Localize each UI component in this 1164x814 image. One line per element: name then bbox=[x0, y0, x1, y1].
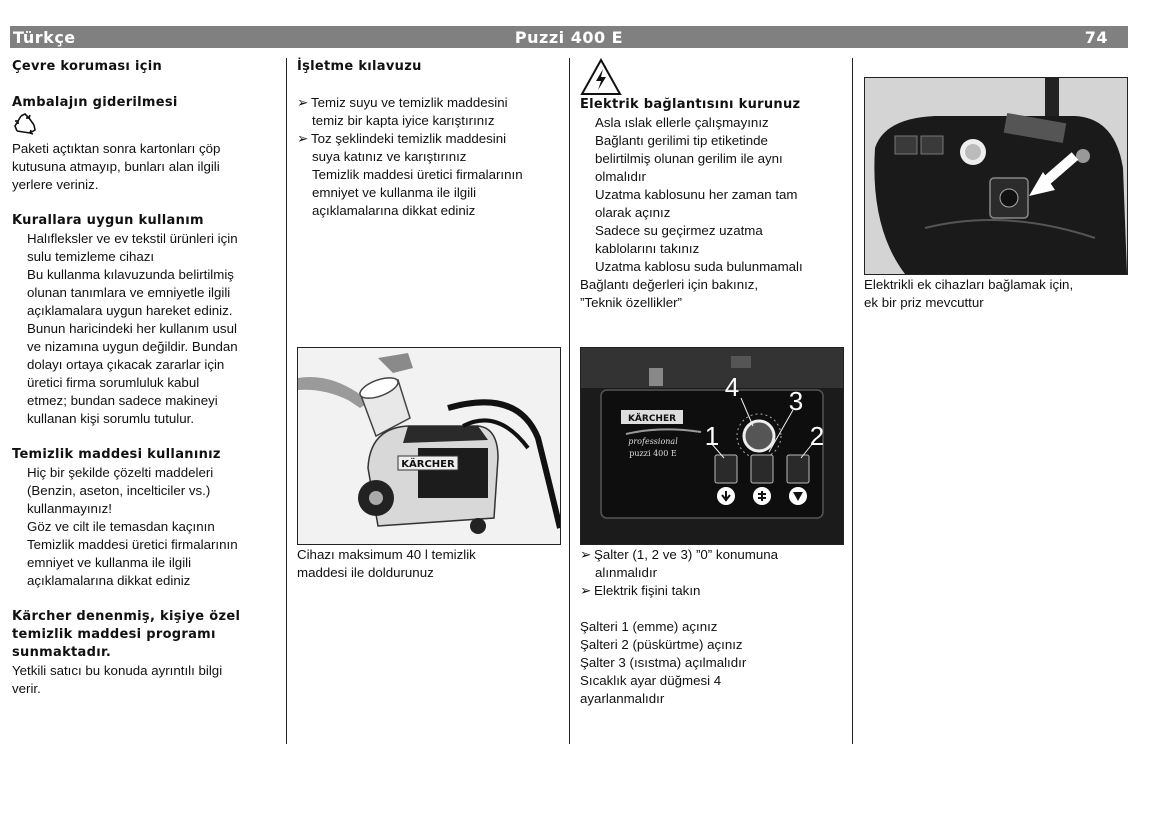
detergent-text-line: açıklamalarına dikkat ediniz bbox=[27, 573, 191, 588]
detergent-text-line: (Benzin, aseton, incelticiler vs.) bbox=[27, 483, 211, 498]
instruction-bullet: ➢ Elektrik fişini takın bbox=[580, 583, 701, 598]
detergent-text-line: emniyet ve kullanma ile ilgili bbox=[27, 555, 192, 570]
detergent-heading: Temizlik maddesi kullanınız bbox=[12, 447, 221, 462]
socket-caption bbox=[864, 276, 1130, 312]
instruction-line: suya katınız ve karıştırınız bbox=[312, 149, 467, 164]
fill-machine-photo bbox=[297, 347, 561, 545]
panel-brand-label: KÄRCHER bbox=[627, 414, 677, 424]
program-heading-line: sunmaktadır. bbox=[12, 645, 112, 660]
reference-line: Bağlantı değerleri için bakınız, bbox=[580, 277, 759, 292]
program-heading-line: temizlik maddesi programı bbox=[12, 627, 216, 642]
electric-line: Bağlantı gerilimi tip etiketinde bbox=[595, 133, 768, 148]
step-line: Sıcaklık ayar düğmesi 4 bbox=[580, 673, 722, 688]
recycle-icon bbox=[12, 112, 280, 140]
program-text-line: Yetkili satıcı bu konuda ayrıntılı bilgi bbox=[12, 663, 223, 678]
step-line: Şalteri 1 (emme) açınız bbox=[580, 619, 718, 634]
operation-heading: İşletme kılavuzu bbox=[297, 59, 422, 74]
instruction-line: temiz bir kapta iyice karıştırınız bbox=[312, 113, 495, 128]
program-text-line: verir. bbox=[12, 681, 41, 696]
switch-2-label: 2 bbox=[809, 421, 825, 451]
control-panel-photo bbox=[580, 347, 844, 545]
instruction-bullet: ➢ Şalter (1, 2 ve 3) ”0” konumuna bbox=[580, 547, 779, 562]
caption-line: Cihazı maksimum 40 l temizlik bbox=[297, 547, 476, 562]
packaging-text-line: kutusuna atmayıp, bunları alan ilgili bbox=[12, 159, 220, 174]
detergent-text-line: Göz ve cilt ile temasdan kaçının bbox=[27, 519, 215, 534]
caption-line: maddesi ile doldurunuz bbox=[297, 565, 434, 580]
detergent-text-line: Hiç bir şekilde çözelti maddeleri bbox=[27, 465, 214, 480]
bullet-arrow-icon: ➢ bbox=[297, 95, 309, 110]
usage-text-line: olunan tanımlara ve emniyetle ilgili bbox=[27, 285, 231, 300]
page-number: 74 bbox=[1084, 28, 1108, 47]
caption-line: ek bir priz mevcuttur bbox=[864, 295, 984, 310]
env-heading: Çevre koruması için bbox=[12, 59, 163, 74]
switch-1-label: 1 bbox=[704, 421, 720, 451]
electric-line: Asla ıslak ellerle çalışmayınız bbox=[595, 115, 769, 130]
usage-text-line: Halıfleksler ve ev tekstil ürünleri için bbox=[27, 231, 238, 246]
bullet-arrow-icon: ➢ bbox=[580, 583, 592, 598]
step-line: ayarlanmalıdır bbox=[580, 691, 665, 706]
fill-caption bbox=[297, 546, 563, 582]
note-line: emniyet ve kullanma ile ilgili bbox=[312, 185, 477, 200]
usage-text-line: açıklamalara uygun hareket ediniz. bbox=[27, 303, 233, 318]
usage-text-line: sulu temizleme cihazı bbox=[27, 249, 155, 264]
panel-instructions bbox=[580, 546, 846, 708]
detergent-text-line: kullanmayınız! bbox=[27, 501, 112, 516]
electric-line: olarak açınız bbox=[595, 205, 671, 220]
usage-text-line: ve nizamına uygun değildir. Bundan bbox=[27, 339, 238, 354]
language-label: Türkçe bbox=[13, 28, 76, 47]
bullet-arrow-icon: ➢ bbox=[580, 547, 592, 562]
usage-text-line: kullanan kişi sorumlu tutulur. bbox=[27, 411, 195, 426]
column-divider bbox=[852, 58, 853, 744]
packaging-heading: Ambalajın giderilmesi bbox=[12, 95, 178, 110]
manual-title: Puzzi 400 E bbox=[514, 28, 624, 47]
photo-brand-label: KÄRCHER bbox=[401, 459, 455, 470]
electric-line: olmalıdır bbox=[595, 169, 646, 184]
switch-3-label: 3 bbox=[788, 386, 804, 416]
column-divider bbox=[286, 58, 287, 744]
electric-line: Uzatma kablosu suda bulunmamalı bbox=[595, 259, 803, 274]
bullet-arrow-icon: ➢ bbox=[297, 131, 309, 146]
electric-line: belirtilmiş olunan gerilim ile aynı bbox=[595, 151, 783, 166]
usage-text-line: Bu kullanma kılavuzunda belirtilmiş bbox=[27, 267, 234, 282]
usage-text-line: dolayı ortaya çıkacak zararlar için bbox=[27, 357, 225, 372]
packaging-text-line: yerlere veriniz. bbox=[12, 177, 99, 192]
electric-line: kablolarını takınız bbox=[595, 241, 700, 256]
panel-sub-label: professional bbox=[628, 437, 678, 446]
usage-text-line: etmez; bundan sadece makineyi bbox=[27, 393, 218, 408]
electric-heading: Elektrik bağlantısını kurunuz bbox=[580, 97, 801, 112]
step-line: Şalteri 2 (püskürtme) açınız bbox=[580, 637, 743, 652]
instruction-line: alınmalıdır bbox=[595, 565, 658, 580]
column-3 bbox=[580, 58, 846, 312]
step-line: Şalter 3 (ısıstma) açılmalıdır bbox=[580, 655, 747, 670]
page-header bbox=[10, 26, 1128, 48]
socket-photo bbox=[864, 77, 1128, 275]
note-line: açıklamalarına dikkat ediniz bbox=[312, 203, 476, 218]
column-divider bbox=[569, 58, 570, 744]
usage-text-line: üretici firma sorumluluk kabul bbox=[27, 375, 200, 390]
packaging-text-line: Paketi açtıktan sonra kartonları çöp bbox=[12, 141, 221, 156]
note-line: Temizlik maddesi üretici firmalarının bbox=[312, 167, 523, 182]
column-1 bbox=[12, 58, 280, 698]
column-2 bbox=[297, 58, 563, 220]
program-heading-line: Kärcher denenmiş, kişiye özel bbox=[12, 609, 241, 624]
caption-line: Elektrikli ek cihazları bağlamak için, bbox=[864, 277, 1074, 292]
high-voltage-warning-icon bbox=[580, 58, 846, 96]
reference-line: ”Teknik özellikler” bbox=[580, 295, 682, 310]
instruction-bullet: ➢ Toz şeklindeki temizlik maddesini bbox=[297, 131, 507, 146]
panel-model-label: puzzi 400 E bbox=[629, 449, 677, 458]
usage-text-line: Bunun haricindeki her kullanım usul bbox=[27, 321, 237, 336]
temperature-knob-4-label: 4 bbox=[724, 372, 740, 402]
instruction-bullet: ➢ Temiz suyu ve temizlik maddesini bbox=[297, 95, 508, 110]
usage-heading: Kurallara uygun kullanım bbox=[12, 213, 204, 228]
electric-line: Uzatma kablosunu her zaman tam bbox=[595, 187, 798, 202]
electric-line: Sadece su geçirmez uzatma bbox=[595, 223, 763, 238]
detergent-text-line: Temizlik maddesi üretici firmalarının bbox=[27, 537, 238, 552]
